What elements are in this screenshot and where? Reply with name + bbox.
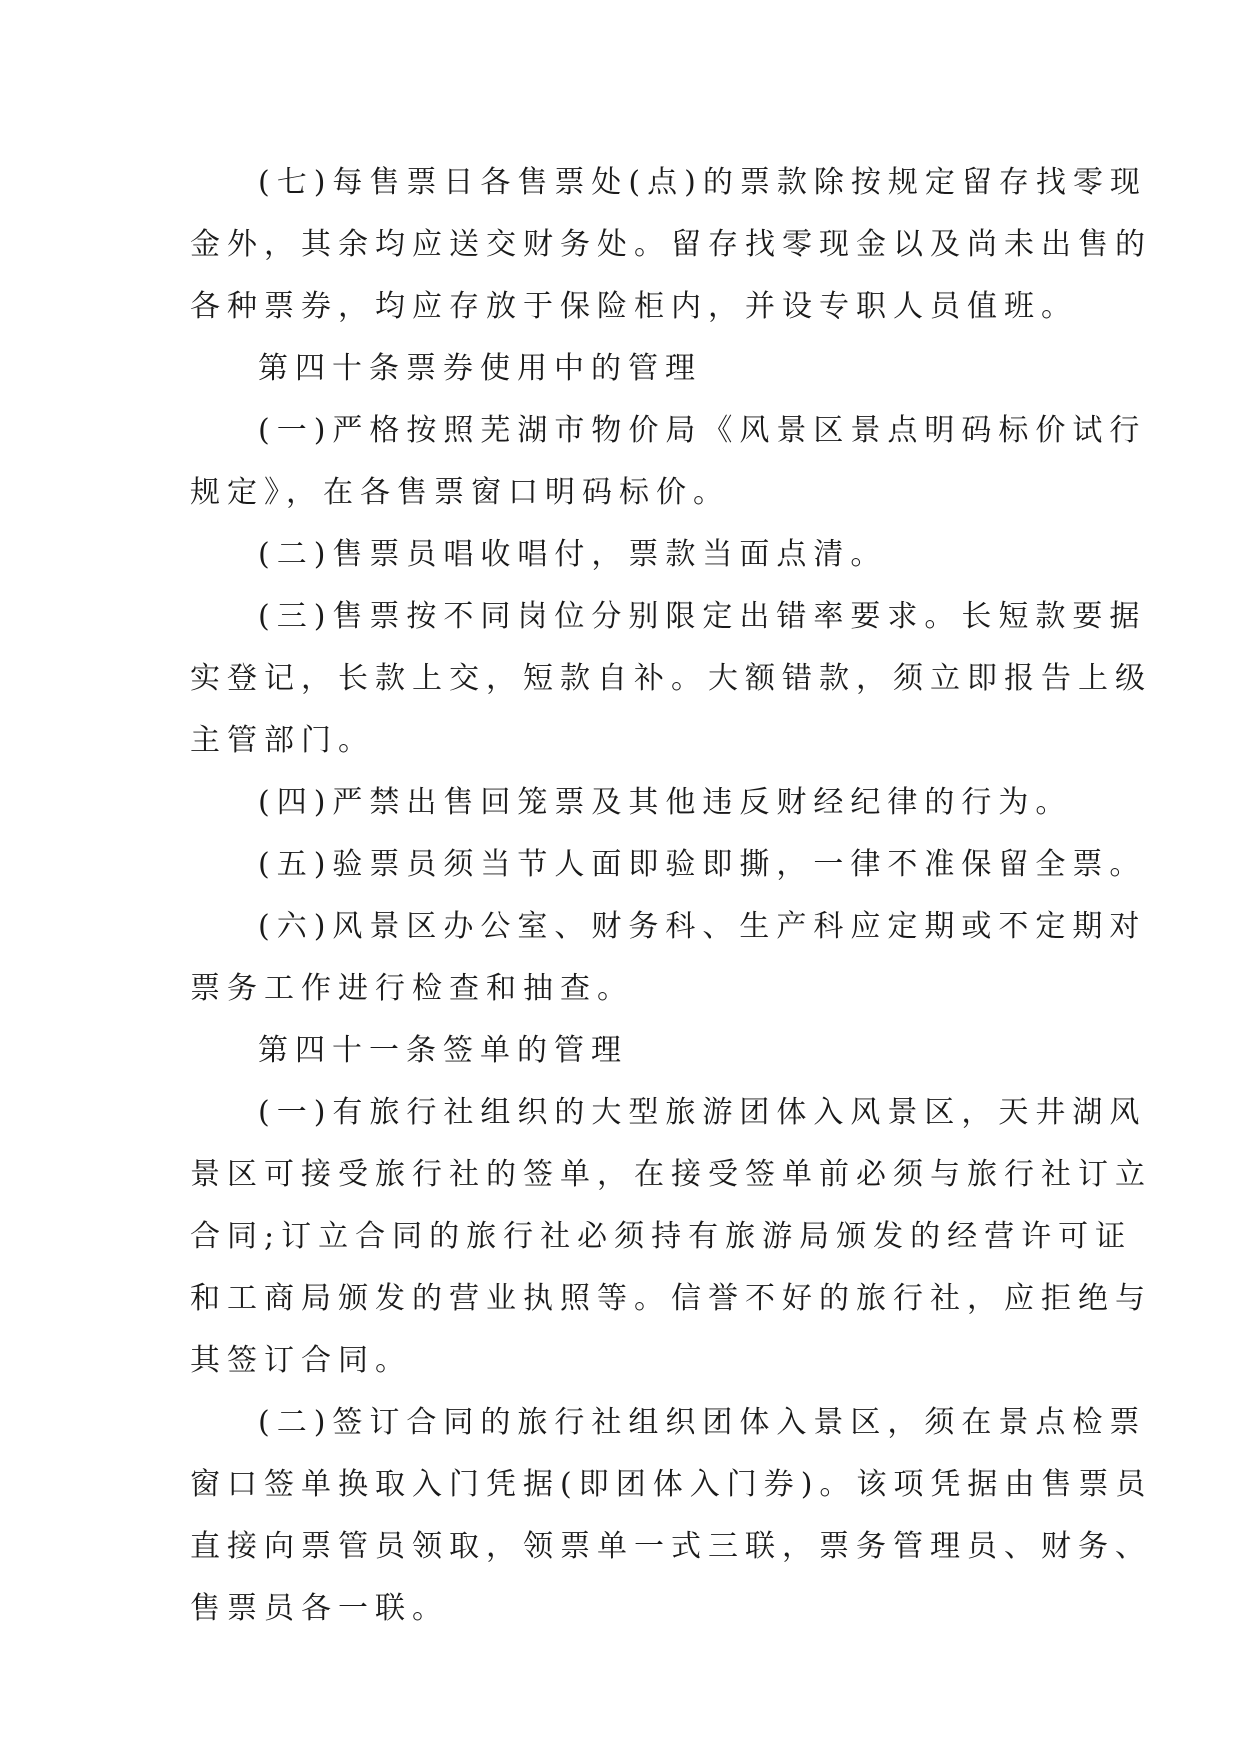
text-line: 金外，其余均应送交财务处。留存找零现金以及尚未出售的 [190, 227, 1152, 262]
text-line: 规定》，在各售票窗口明码标价。 [190, 475, 730, 510]
section-heading: 第四十一条签单的管理 [258, 1033, 628, 1068]
text-line: (六)风景区办公室、财务科、生产科应定期或不定期对 [258, 909, 1147, 944]
text-line: (二)售票员唱收唱付，票款当面点清。 [258, 537, 888, 572]
text-line: 各种票券，均应存放于保险柜内，并设专职人员值班。 [190, 289, 1078, 324]
text-line: (一)严格按照芜湖市物价局《风景区景点明码标价试行 [258, 413, 1147, 448]
text-line: 其签订合同。 [190, 1343, 412, 1378]
text-line: (二)签订合同的旅行社组织团体入景区，须在景点检票 [258, 1405, 1147, 1440]
text-line: 合同;订立合同的旅行社必须持有旅游局颁发的经营许可证 [190, 1219, 1133, 1254]
text-line: 票务工作进行检查和抽查。 [190, 971, 634, 1006]
text-line: (五)验票员须当节人面即验即撕，一律不准保留全票。 [258, 847, 1147, 882]
text-line: 和工商局颁发的营业执照等。信誉不好的旅行社，应拒绝与 [190, 1281, 1152, 1316]
text-line: (一)有旅行社组织的大型旅游团体入风景区，天井湖风 [258, 1095, 1147, 1130]
text-line: 直接向票管员领取，领票单一式三联，票务管理员、财务、 [190, 1529, 1152, 1564]
text-line: 景区可接受旅行社的签单，在接受签单前必须与旅行社订立 [190, 1157, 1152, 1192]
section-heading: 第四十条票券使用中的管理 [258, 351, 702, 386]
text-line: 实登记，长款上交，短款自补。大额错款，须立即报告上级 [190, 661, 1152, 696]
document-body [190, 152, 1153, 1640]
text-line: 窗口签单换取入门凭据(即团体入门券)。该项凭据由售票员 [190, 1467, 1153, 1502]
text-line: 售票员各一联。 [190, 1591, 449, 1626]
text-line: (三)售票按不同岗位分别限定出错率要求。长短款要据 [258, 599, 1147, 634]
text-line: (七)每售票日各售票处(点)的票款除按规定留存找零现 [258, 165, 1147, 200]
text-line: 主管部门。 [190, 723, 375, 758]
text-line: (四)严禁出售回笼票及其他违反财经纪律的行为。 [258, 785, 1073, 820]
